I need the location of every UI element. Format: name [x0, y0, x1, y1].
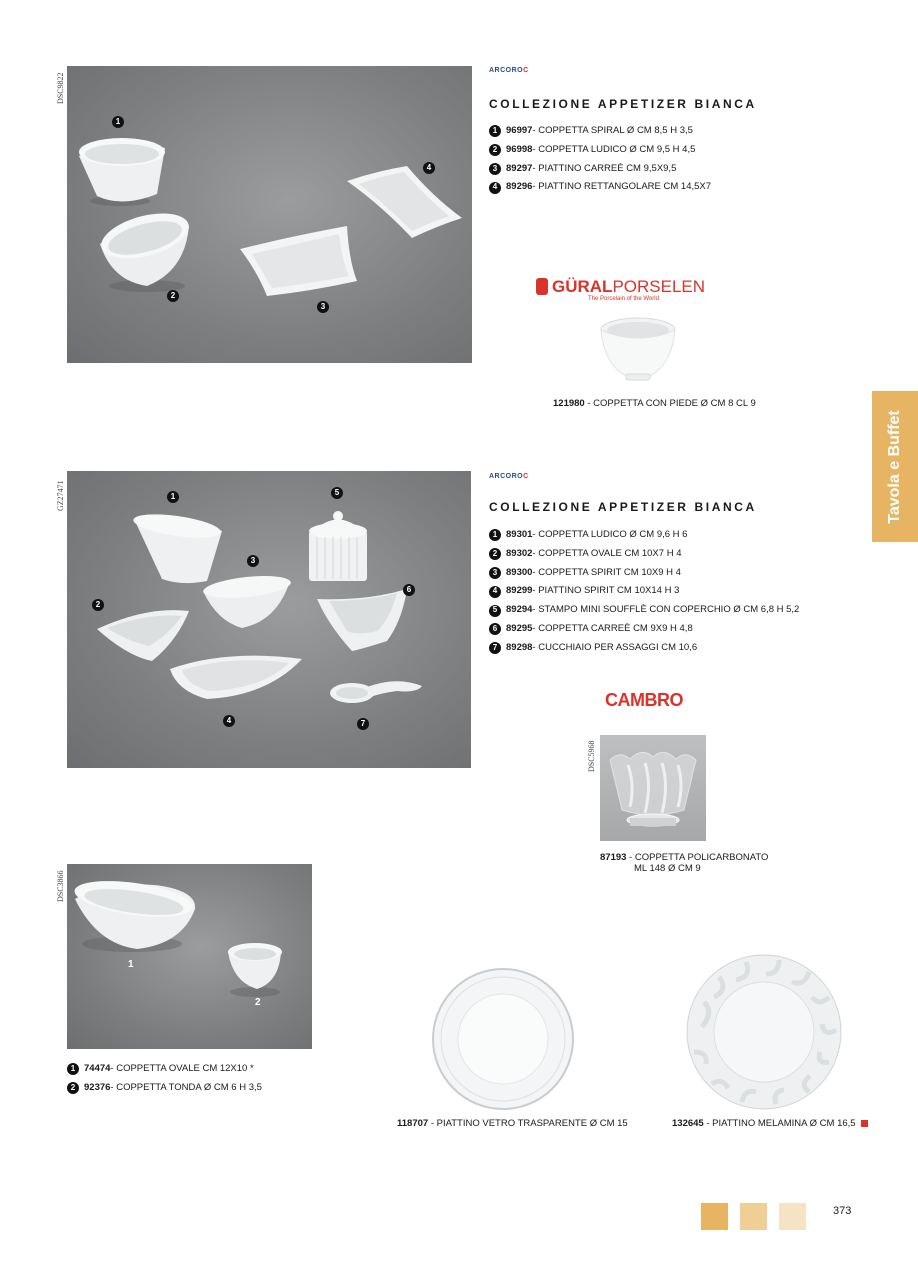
polycarbonate-cup-illustration: [600, 735, 706, 841]
list-item: 1 74474 - COPPETTA OVALE CM 12X10 *: [67, 1060, 262, 1079]
marker-1: 1: [112, 116, 124, 128]
gural-porselen-logo: GÜRAL PORSELEN The Porcelain of the World: [536, 278, 706, 302]
color-swatch-3: [779, 1203, 806, 1230]
cambro-logo: CAMBRO: [605, 690, 683, 710]
marker-2: 2: [255, 997, 261, 1008]
section-tab[interactable]: Tavola e Buffet: [872, 391, 918, 542]
product-list-3: [67, 1060, 262, 1098]
glass-plate-caption: 118707 - PIATTINO VETRO TRASPARENTE Ø CM 15: [397, 1118, 628, 1129]
product-list-1: [489, 122, 711, 197]
marker-3: 3: [317, 301, 329, 313]
list-item: 1 96997 - COPPETTA SPIRAL Ø CM 8,5 H 3,5: [489, 122, 711, 141]
list-item: 4 89299 - PIATTINO SPIRIT CM 10X14 H 3: [489, 582, 799, 601]
bowls-photo-illustration: [67, 864, 312, 1049]
marker-1: 1: [128, 959, 134, 970]
cambro-cup-image: [600, 735, 706, 841]
list-item: 3 89297 - PIATTINO CARREÈ CM 9,5X9,5: [489, 160, 711, 179]
marker-4: 4: [423, 162, 435, 174]
photo-code-3: DSC5968: [587, 740, 596, 772]
page-number: 373: [833, 1205, 852, 1217]
gural-bowl-image: [598, 316, 678, 386]
cambro-caption: 87193 - COPPETTA POLICARBONATO ML 148 Ø CM 9: [600, 852, 769, 874]
list-item: 5 89294 - STAMPO MINI SOUFFLÈ CON COPERCHIO Ø CM 6,8 H 5,2: [489, 601, 799, 620]
list-item: 2 89302 - COPPETTA OVALE CM 10X7 H 4: [489, 545, 799, 564]
list-item: 2 92376 - COPPETTA TONDA Ø CM 6 H 3,5: [67, 1079, 262, 1098]
appetizer-photo-1-illustration: [67, 66, 472, 363]
glass-plate-image: [428, 964, 578, 1114]
list-item: 3 89300 - COPPETTA SPIRIT CM 10X9 H 4: [489, 564, 799, 583]
marker-7: 7: [357, 718, 369, 730]
arcoroc-logo-2: ARCOROC: [489, 473, 529, 480]
list-item: 1 89301 - COPPETTA LUDICO Ø CM 9,6 H 6: [489, 526, 799, 545]
gural-emblem-icon: [536, 278, 548, 295]
marker-4: 4: [223, 715, 235, 727]
gural-caption: 121980 - COPPETTA CON PIEDE Ø CM 8 CL 9: [553, 398, 756, 409]
photo-code-1: DSC9822: [56, 72, 65, 104]
collection-title-2: COLLEZIONE APPETIZER BIANCA: [489, 500, 757, 514]
collection-title-1: COLLEZIONE APPETIZER BIANCA: [489, 97, 757, 111]
marker-5: 5: [331, 487, 343, 499]
marker-2: 2: [167, 290, 179, 302]
melamine-plate-image: [684, 952, 844, 1112]
product-list-2: [489, 526, 799, 658]
marker-3: 3: [247, 555, 259, 567]
melamine-plate-caption: 132645 - PIATTINO MELAMINA Ø CM 16,5: [672, 1118, 868, 1129]
list-item: 6 89295 - COPPETTA CARREÈ CM 9X9 H 4,8: [489, 620, 799, 639]
color-swatch-2: [740, 1203, 767, 1230]
melamine-marker-icon: [861, 1120, 868, 1127]
marker-2: 2: [92, 599, 104, 611]
list-item: 2 96998 - COPPETTA LUDICO Ø CM 9,5 H 4,5: [489, 141, 711, 160]
marker-6: 6: [403, 584, 415, 596]
arcoroc-logo-1: ARCOROC: [489, 67, 529, 74]
photo-code-2: GZ27471: [56, 480, 65, 511]
color-swatch-1: [701, 1203, 728, 1230]
appetizer-photo-2-illustration: [67, 471, 471, 768]
bowls-photo: [67, 864, 312, 1049]
list-item: 4 89296 - PIATTINO RETTANGOLARE CM 14,5X7: [489, 178, 711, 197]
list-item: 7 89298 - CUCCHIAIO PER ASSAGGI CM 10,6: [489, 639, 799, 658]
photo-code-4: DSC3866: [56, 870, 65, 902]
marker-1: 1: [167, 491, 179, 503]
appetizer-photo-1: [67, 66, 472, 363]
appetizer-photo-2: [67, 471, 471, 768]
